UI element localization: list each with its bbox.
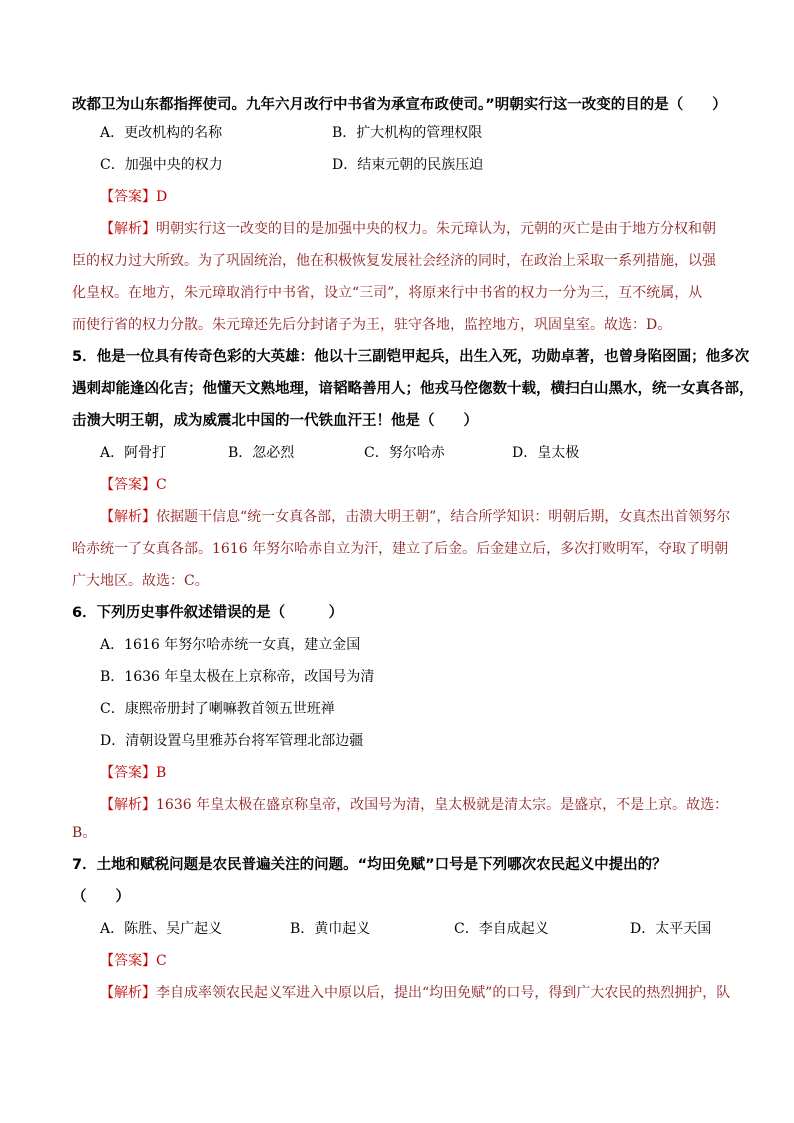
q5-explanation-line-1: 【解析】依据题干信息“统一女真各部，击溃大明王朝”，结合所学知识：明朝后期，女真杰出首领努尔: [100, 509, 731, 525]
answer-value: C: [156, 477, 167, 493]
q5-explanation-line-3: 广大地区。故选：C。: [72, 573, 209, 589]
q7-option-b: B．黄巾起义: [290, 921, 371, 937]
explanation-tag: 【解析】: [100, 797, 156, 813]
q7-option-c: C．李自成起义: [454, 921, 549, 937]
q5-option-a: A．阿骨打: [100, 445, 167, 461]
q4-option-d: D．结束元朝的民族压迫: [332, 157, 484, 173]
q4-explanation-line-1: 【解析】明朝实行这一改变的目的是加强中央的权力。朱元璋认为，元朝的灭亡是由于地方分权和朝: [100, 221, 716, 237]
q5-stem-line-2: 遇刺却能逢凶化吉；他懂天文熟地理，谙韬略善用人；他戎马倥偬数十载，横扫白山黑水，统一女真各部，: [72, 381, 754, 397]
answer-value: C: [156, 953, 167, 969]
q7-option-a: A．陈胜、吴广起义: [100, 921, 223, 937]
q6-option-d: D．清朝设置乌里雅苏台将军管理北部边疆: [100, 733, 364, 749]
q5-option-b: B．忽必烈: [228, 445, 295, 461]
explanation-tag: 【解析】: [100, 509, 156, 525]
q4-stem-continued: 改都卫为山东都指挥使司。九年六月改行中书省为承宣布政使司。”明朝实行这一改变的目的是（ ）: [72, 97, 727, 113]
q6-stem: 6．下列历史事件叙述错误的是（ ）: [72, 605, 344, 621]
q4-answer: [100, 187, 760, 207]
q5-stem-line-3: 击溃大明王朝，成为威震北中国的一代铁血汗王！他是（ ）: [72, 413, 478, 429]
q5-option-d: D．皇太极: [512, 445, 580, 461]
answer-tag: 【答案】: [100, 477, 156, 493]
explanation-tag: 【解析】: [100, 221, 156, 237]
q6-explanation-line-2: B。: [72, 825, 97, 841]
q4-explanation-line-4: 而使行省的权力分散。朱元璋还先后分封诸子为王，驻守各地，监控地方，巩固皇室。故选：D。: [72, 317, 672, 333]
q7-explanation-line-1: 【解析】李自成率领农民起义军进入中原以后，提出“均田免赋”的口号，得到广大农民的热烈拥护，队: [100, 985, 731, 1001]
q6-option-a: A．1616 年努尔哈赤统一女真，建立金国: [100, 637, 361, 653]
q5-explanation-line-2: 哈赤统一了女真各部。1616 年努尔哈赤自立为汗，建立了后金。后金建立后，多次打败明军，夺取了明朝: [72, 541, 729, 557]
q7-stem-line-2: （ ）: [72, 889, 130, 905]
q4-option-b: B．扩大机构的管理权限: [332, 125, 483, 141]
q6-explanation-line-1: 【解析】1636 年皇太极在盛京称皇帝，改国号为清，皇太极就是清太宗。是盛京，不是上京。故选：: [100, 797, 729, 813]
q4-explanation-line-2: 臣的权力过大所致。为了巩固统治，他在积极恢复发展社会经济的同时，在政治上采取一系列措施，以强: [72, 253, 716, 269]
answer-tag: 【答案】: [100, 765, 156, 781]
q5-stem-line-1: 5．他是一位具有传奇色彩的大英雄：他以十三副铠甲起兵，出生入死，功勋卓著，也曾身陷囹圄；他多次: [72, 349, 750, 365]
answer-tag: 【答案】: [100, 189, 156, 205]
q5-answer: [100, 475, 760, 495]
explanation-tag: 【解析】: [100, 985, 156, 1001]
q7-answer: [100, 951, 760, 971]
q6-option-c: C．康熙帝册封了喇嘛教首领五世班禅: [100, 701, 335, 717]
q5-option-c: C．努尔哈赤: [364, 445, 445, 461]
answer-value: B: [156, 765, 167, 781]
q4-option-c: C．加强中央的权力: [100, 157, 223, 173]
q7-option-d: D．太平天国: [630, 921, 712, 937]
q6-answer: [100, 763, 760, 783]
answer-tag: 【答案】: [100, 953, 156, 969]
q7-stem-line-1: 7．土地和赋税问题是农民普遍关注的问题。“均田免赋”口号是下列哪次农民起义中提出的？: [72, 857, 667, 873]
q6-option-b: B．1636 年皇太极在上京称帝，改国号为清: [100, 669, 375, 685]
q4-option-a: A．更改机构的名称: [100, 125, 223, 141]
q4-explanation-line-3: 化皇权。在地方，朱元璋取消行中书省，设立“三司”，将原来行中书省的权力一分为三，互不统属，从: [72, 285, 703, 301]
answer-value: D: [156, 189, 168, 205]
